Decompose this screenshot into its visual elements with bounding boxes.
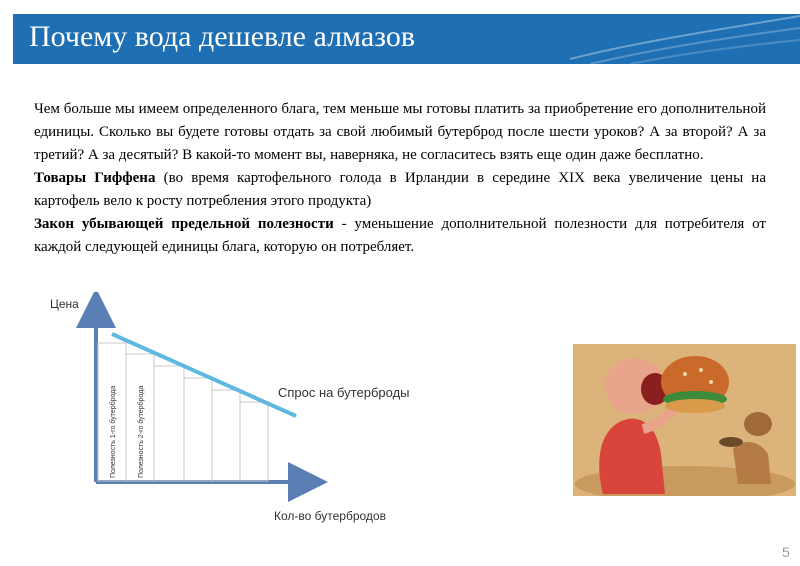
cartoon-man-eating-sandwich-icon	[573, 344, 796, 496]
utility-bar-3	[154, 366, 184, 481]
giffen-text: (во время картофельного голода в Ирландии в середине XIX века увеличение цены на картофель вело к росту потребления этого продукта)	[34, 170, 766, 209]
paragraph-giffen	[34, 167, 766, 213]
law-term: Закон убывающей предельной полезности	[34, 216, 334, 232]
decorative-swirl-icon	[570, 14, 800, 64]
title-bar	[13, 14, 800, 64]
law-text: - уменьшение дополнительной полезности для потребителя от каждой следующей единицы блага, которую он потребляет.	[34, 216, 766, 255]
x-axis-label: Кол-во бутербродов	[274, 509, 386, 523]
body-text	[34, 98, 766, 259]
y-axis-label: Цена	[50, 297, 79, 311]
slide-title: Почему вода дешевле алмазов	[29, 20, 415, 53]
paragraph-law	[34, 213, 766, 259]
utility-bar-5	[212, 390, 240, 481]
series-label: Спрос на бутерброды	[278, 385, 410, 400]
bar-label-1: Полезность 1-го бутерброда	[110, 385, 117, 478]
utility-bar-4	[184, 378, 212, 481]
bar-label-2: Полезность 2-го бутерброда	[138, 385, 145, 478]
demand-chart	[40, 292, 480, 530]
paragraph-intro: Чем больше мы имеем определенного блага, тем меньше мы готовы платить за приобретение его дополнительной единицы. Сколько вы будете готовы отдать за свой любимый бутерброд после шести уроков? А за второй? А за третий? А за десятый? В какой-то момент вы, наверняка, не согласитесь взять еще один даже бесплатно.	[34, 101, 766, 163]
giffen-term: Товары Гиффена	[34, 170, 156, 186]
page-number: 5	[782, 544, 790, 560]
utility-bar-6	[240, 402, 268, 481]
